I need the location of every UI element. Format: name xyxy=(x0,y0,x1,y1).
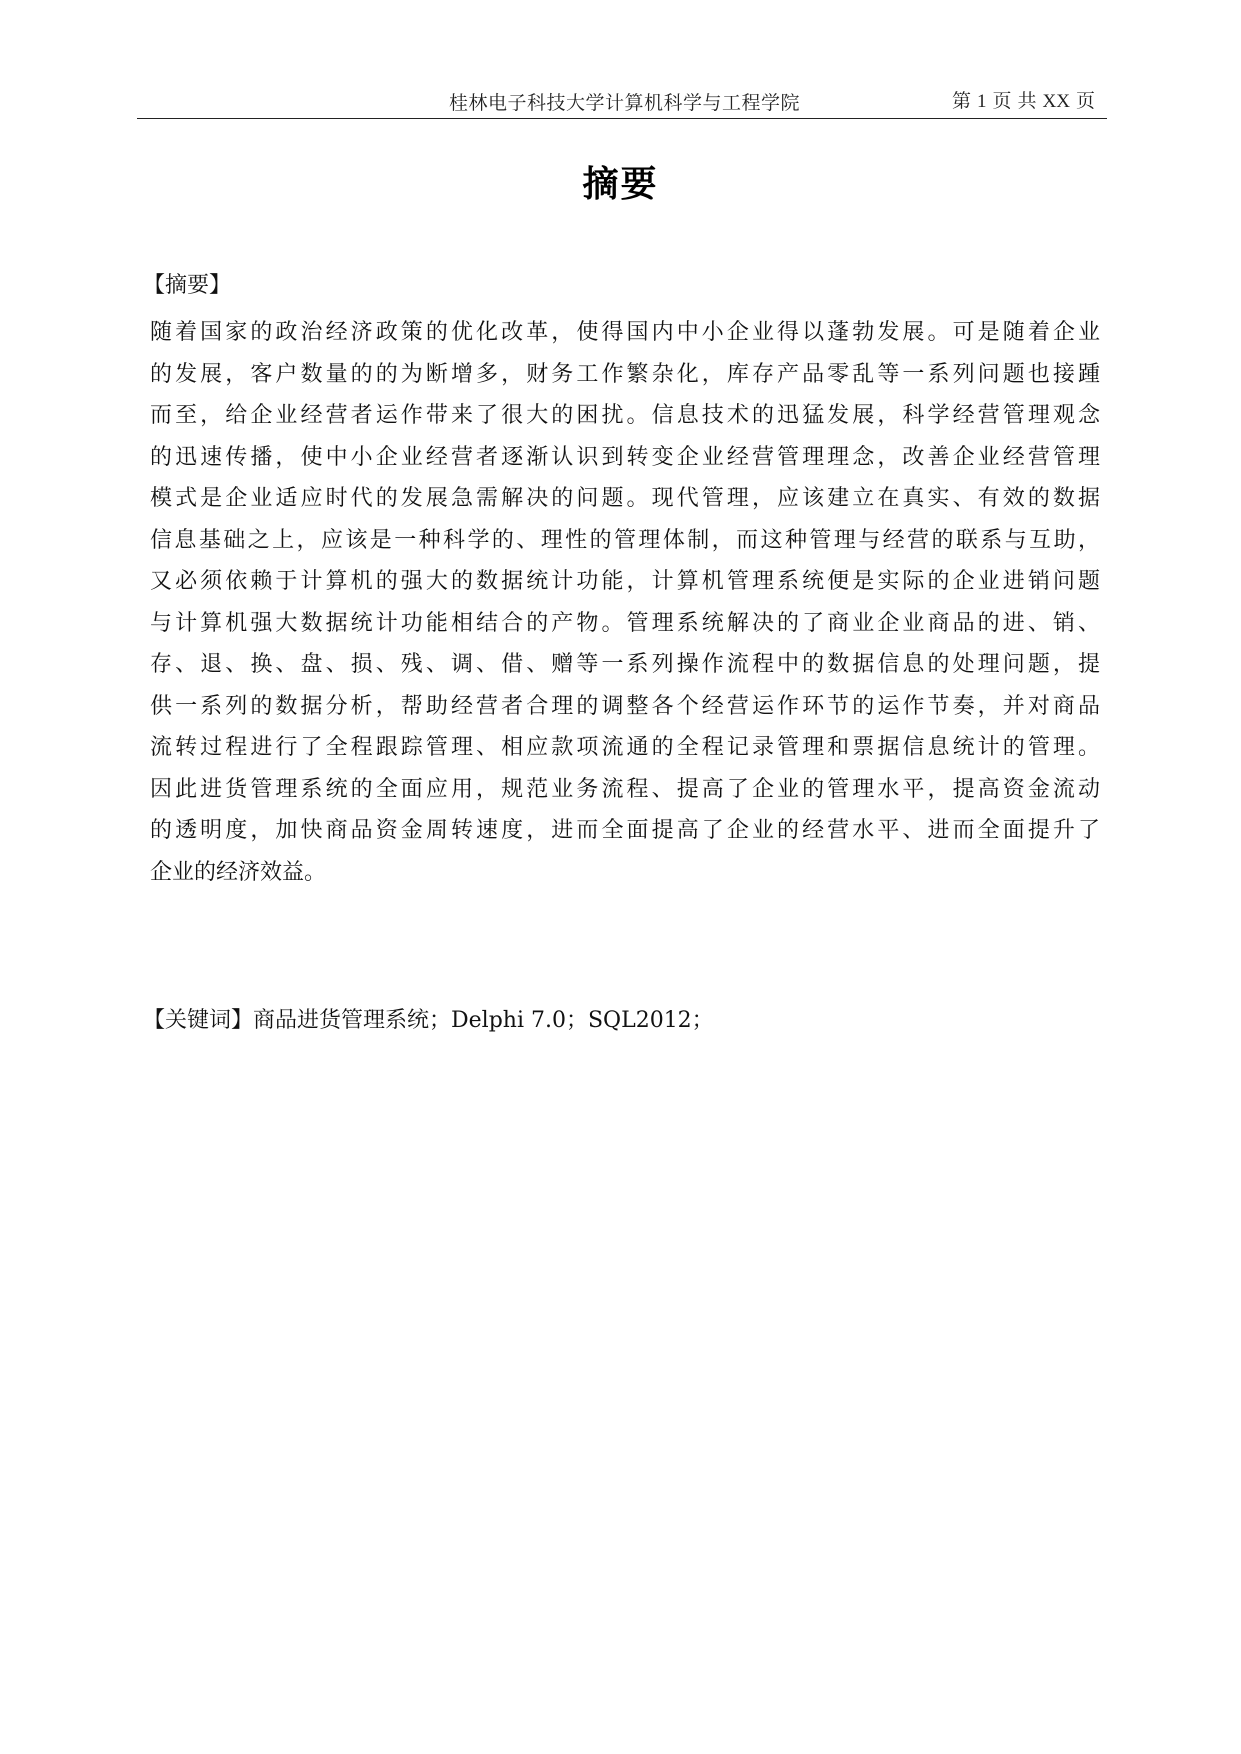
abstract-line: 与计算机强大数据统计功能相结合的产物。管理系统解决的了商业企业商品的进、销、 xyxy=(150,610,1100,636)
keywords-value: 商品进货管理系统；Delphi 7.0；SQL2012； xyxy=(253,1008,714,1033)
document-title: 摘要 xyxy=(582,164,659,205)
abstract-line: 供一系列的数据分析，帮助经营者合理的调整各个经营运作环节的运作节奏，并对商品 xyxy=(150,693,1100,719)
abstract-body xyxy=(150,312,1100,893)
keywords-line xyxy=(143,1003,714,1034)
abstract-line: 的迅速传播，使中小企业经营者逐渐认识到转变企业经营管理理念，改善企业经营管理 xyxy=(150,444,1100,470)
page-number: 1 xyxy=(976,91,987,112)
abstract-line: 信息基础之上，应该是一种科学的、理性的管理体制，而这种管理与经营的联系与互助， xyxy=(150,527,1100,553)
header-page-indicator xyxy=(952,86,1095,113)
keywords-label: 【关键词】 xyxy=(143,1008,254,1033)
abstract-line: 流转过程进行了全程跟踪管理、相应款项流通的全程记录管理和票据信息统计的管理。 xyxy=(150,735,1100,760)
page-total: XX xyxy=(1042,91,1070,112)
abstract-line: 随着国家的政治经济政策的优化改革，使得国内中小企业得以蓬勃发展。可是随着企业 xyxy=(150,320,1100,345)
header-institution: 桂林电子科技大学计算机科学与工程学院 xyxy=(449,92,801,114)
abstract-line: 因此进货管理系统的全面应用，规范业务流程、提高了企业的管理水平，提高资金流动 xyxy=(150,776,1100,802)
abstract-line: 又必须依赖于计算机的强大的数据统计功能，计算机管理系统便是实际的企业进销问题 xyxy=(150,569,1100,594)
abstract-line: 模式是企业适应时代的发展急需解决的问题。现代管理，应该建立在真实、有效的数据 xyxy=(150,486,1100,511)
abstract-label: 【摘要】 xyxy=(143,273,232,298)
abstract-line: 企业的经济效益。 xyxy=(150,859,327,885)
page-middle: 页 共 xyxy=(992,90,1037,112)
page-header xyxy=(137,84,1107,119)
abstract-line: 存、退、换、盘、损、残、调、借、赠等一系列操作流程中的数据信息的处理问题，提 xyxy=(150,652,1100,677)
abstract-line: 而至，给企业经营者运作带来了很大的困扰。信息技术的迅猛发展，科学经营管理观念 xyxy=(150,403,1100,428)
page-suffix: 页 xyxy=(1075,90,1095,112)
abstract-line: 的发展，客户数量的的为断增多，财务工作繁杂化，库存产品零乱等一系列问题也接踵 xyxy=(150,361,1100,387)
page-prefix: 第 xyxy=(951,90,971,112)
abstract-line: 的透明度，加快商品资金周转速度，进而全面提高了企业的经营水平、进而全面提升了 xyxy=(150,818,1100,843)
